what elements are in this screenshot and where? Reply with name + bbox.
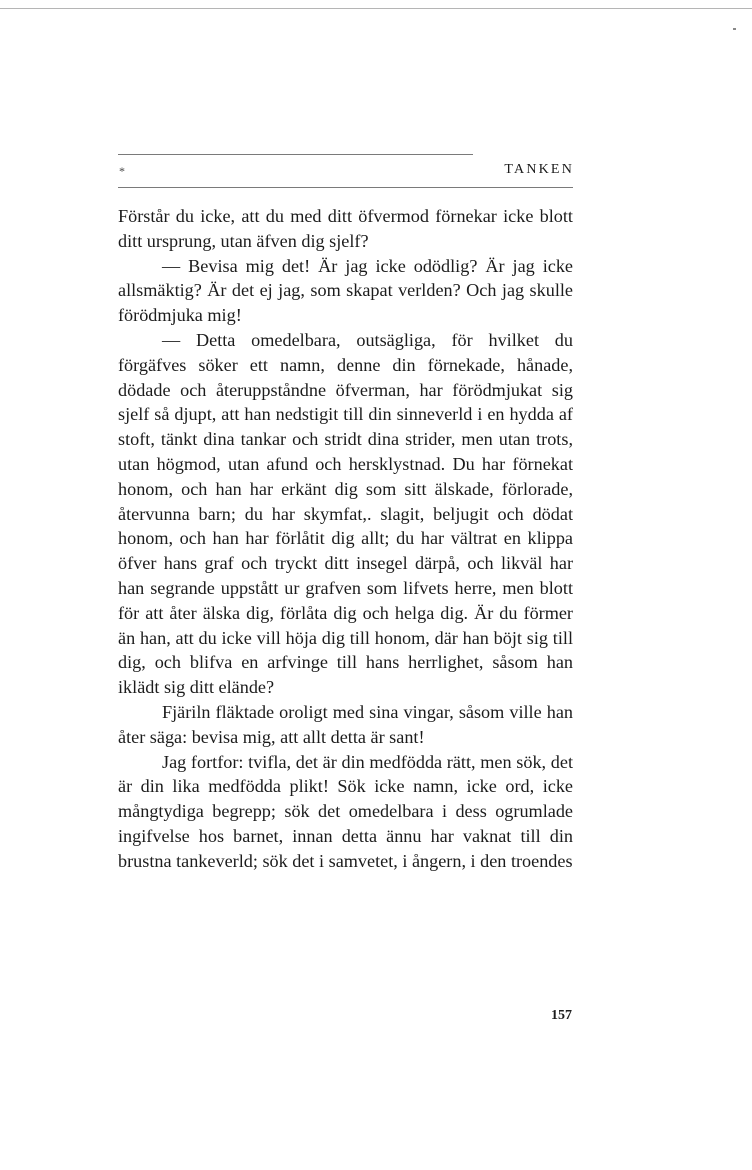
paragraph-continuation: Förstår du icke, att du med ditt öfvermod förnekar icke blott ditt ursprung, utan äfven dig sjelf? [118,206,573,251]
header-rule-bottom [118,187,573,188]
paragraph-narration: Fjäriln fläktade oroligt med sina vingar, såsom ville han åter säga: bevisa mig, att allt detta är sant! [118,701,573,747]
paragraph-dialogue-1: — Bevisa mig det! Är jag icke odödlig? Är jag icke allsmäktig? Är det ej jag, som skapat verlden? Och jag skulle förödmjuka mig! [118,255,573,326]
scan-speck [733,28,736,30]
header-rule-top [118,154,473,155]
page-number: 157 [551,1008,572,1023]
running-head-title: TANKEN [504,162,574,177]
body-text [118,204,573,874]
paragraph-dialogue-2: — Detta omedelbara, outsägliga, för hvilket du förgäfves söker ett namn, denne din förnekade, hånade, dödade och återuppståndne öfverman, har förödmjukat sig sjelf så djupt, att han nedstigit till din sinneverld i en hydda af stoft, tänkt dina tankar och stridt dina strider, men utan trots, utan högmod, utan afund och hersklystnad. Du har förnekat honom, och han har erkänt dig som sitt älskade, förlorade, återvunna barn; du har skymfat,. slagit, beljugit och dödat honom, och han har förlåtit dig allt; du har vältrat en klippa öfver hans graf och tryckt ditt insegel därpå, och likväl har han segrande uppstått ur grafven som lifvets herre, men blott för att åter älska dig, förlåta dig och helga dig. Är du förmer än han, att du icke vill höja dig till honom, där han böjt sig till dig, och blifva en arfvinge till hans herrlighet, såsom han iklädt sig ditt elände? [118,329,573,698]
paragraph-final: Jag fortfor: tvifla, det är din medfödda rätt, men sök, det är din lika medfödda plikt! Sök icke namn, icke ord, icke mångtydiga begrepp; sök det omedelbara i dess ogrumlade ingifvelse hos barnet, innan detta ännu har vaknat till din brustna tankeverld; sök det i samvetet, i ångern, i den troendes [118,751,573,871]
header-ornament: * [119,164,125,178]
scan-edge [0,8,752,9]
